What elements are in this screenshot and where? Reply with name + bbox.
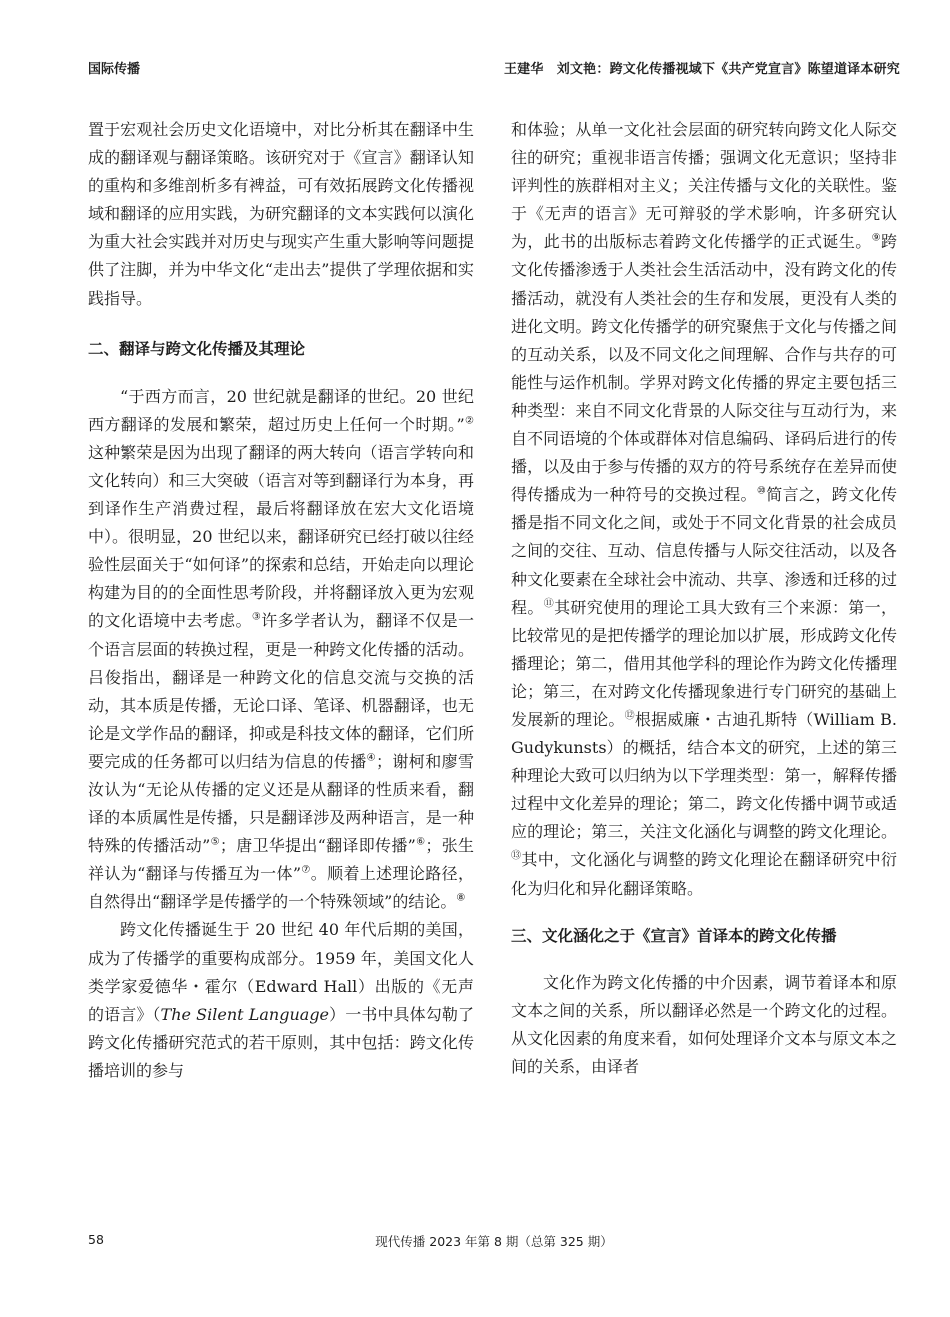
text-run: 其中，文化涵化与调整的跨文化理论在翻译研究中衍化为归化和异化翻译策略。 <box>511 850 897 898</box>
footnote-ref[interactable]: ② <box>464 415 474 427</box>
text-run: 其研究使用的理论工具大致有三个来源：第一，比较常见的是把传播学的理论加以扩展，形成跨文化传播理论；第二，借用其他学科的理论作为跨文化传播理论；第三，在对跨文化传播现象进行专门研究的基础上发展新的理论。 <box>511 597 897 729</box>
paragraph: 置于宏观社会历史文化语境中，对比分析其在翻译中生成的翻译观与翻译策略。该研究对于《宣言》翻译认知的重构和多维剖析多有裨益，可有效拓展跨文化传播视域和翻译的应用实践，为研究翻译的文本实践何以演化为重大社会实践并对历史与现实产生重大影响等问题提供了注脚，并为中华文化“走出去”提供了学理依据和实践指导。 <box>88 120 474 308</box>
text-run: 和体验；从单一文化社会层面的研究转向跨文化人际交往的研究；重视非语言传播；强调文化无意识；坚持非评判性的族群相对主义；关注传播与文化的关联性。鉴于《无声的语言》无可辩驳的学术影响，许多研究认为，此书的出版标志着跨文化传播学的正式诞生。 <box>511 120 897 252</box>
paragraph <box>511 116 897 903</box>
text-run: 根据威廉・古迪孔斯特（William B. Gudykunsts）的概括，结合本文的研究，上述的第三种理论大致可以归纳为以下学理类型：第一，解释传播过程中文化差异的理论；第二，跨文化传播中调节或适应的理论；第三，关注文化涵化与调整的跨文化理论。 <box>511 709 898 842</box>
text-run: ）一书中具体勾勒了跨文化传播研究范式的若干原则，其中包括：跨文化传播培训的参与 <box>88 1004 474 1080</box>
running-header <box>88 58 900 77</box>
paragraph <box>88 916 474 1085</box>
footnote-ref[interactable]: ⑩ <box>756 485 767 497</box>
paragraph <box>88 383 474 917</box>
text-run: ；唐卫华提出“翻译即传播” <box>219 836 416 856</box>
section-heading: 三、文化涵化之于《宣言》首译本的跨文化传播 <box>511 926 837 945</box>
footnote-ref[interactable]: ⑫ <box>624 710 635 722</box>
text-run: ；谢柯和廖雪汝认为“无论从传播的定义还是从翻译的性质来看，翻译的本质属性是传播，只是翻译涉及两种语言，是一种特殊的传播活动” <box>88 751 474 856</box>
journal-issue-info: 现代传播 2023 年第 8 期（总第 325 期） <box>375 1234 613 1249</box>
text-run: 。顺着上述理论路径，自然得出“翻译学是传播学的一个特殊领域”的结论。 <box>88 864 474 912</box>
text-run: 跨文化传播渗透于人类社会生活活动中，没有跨文化的传播活动，就没有人类社会的生存和发展，更没有人类的进化文明。跨文化传播学的研究聚焦于文化与传播之间的互动关系，以及不同文化之间理解、合作与共存的可能性与运作机制。学界对跨文化传播的界定主要包括三种类型：来自不同文化背景的人际交往与互动行为，来自不同语境的个体或群体对信息编码、译码后进行的传播，以及由于参与传播的双方的符号系统存在差异而使得传播成为一种符号的交换过程。 <box>511 232 897 505</box>
text-run: 许多学者认为，翻译不仅是一个语言层面的转换过程，更是一种跨文化传播的活动。吕俊指出，翻译是一种跨文化的信息交流与交换的活动，其本质是传播，无论口译、笔译、机器翻译，也无论是文学作品的翻译，抑或是科技文体的翻译，它们所要完成的任务都可以归结为信息的传播 <box>88 611 474 771</box>
text-run: 简言之，跨文化传播是指不同文化之间，或处于不同文化背景的社会成员之间的交往、互动、信息传播与人际交往活动，以及各种文化要素在全球社会中流动、共享、渗透和迁移的过程。 <box>511 485 897 617</box>
text-run: ；张生祥认为“翻译与传播互为一体” <box>88 836 474 884</box>
book-title: The Silent Language <box>160 1004 330 1024</box>
page-footer <box>88 1232 900 1252</box>
paragraph: 文化作为跨文化传播的中介因素，调节着译本和原文本之间的关系，所以翻译必然是一个跨文化的过程。从文化因素的角度来看，如何处理译介文本与原文本之间的关系，由译者 <box>511 972 897 1076</box>
page-number: 58 <box>88 1232 104 1247</box>
footnote-ref[interactable]: ⑨ <box>871 233 881 245</box>
right-column <box>511 116 897 1081</box>
text-run: 跨文化传播诞生于 20 世纪 40 年代后期的美国，成为了传播学的重要构成部分。1959 年，美国文化人类学家爱德华・霍尔（Edward Hall）出版的《无声的语言》（ <box>88 920 474 1024</box>
footnote-ref[interactable]: ⑦ <box>301 864 311 876</box>
left-column <box>88 116 474 1085</box>
footnote-ref[interactable]: ④ <box>366 752 377 764</box>
text-run: “于西方而言，20 世纪就是翻译的世纪。20 世纪西方翻译的发展和繁荣，超过历史上任何一个时期。” <box>88 386 474 434</box>
section-heading: 二、翻译与跨文化传播及其理论 <box>88 339 306 358</box>
journal-section: 国际传播 <box>88 62 141 77</box>
footnote-ref[interactable]: ⑤ <box>210 836 220 848</box>
footnote-ref[interactable]: ⑬ <box>511 851 522 863</box>
footnote-ref[interactable]: ⑧ <box>456 893 466 905</box>
footnote-ref[interactable]: ⑪ <box>543 598 555 610</box>
text-run: 这种繁荣是因为出现了翻译的两大转向（语言学转向和文化转向）和三大突破（语言对等到翻译行为本身，再到译作生产消费过程，最后将翻译放在宏大文化语境中）。很明显，20 世纪以来，翻译研究已经打破以往经验性层面关于“如何译”的探索和总结，开始走向以理论构建为目的的全面性思考阶段，并将翻译放入更为宏观的文化语境中去考虑。 <box>88 442 474 631</box>
footnote-ref[interactable]: ⑥ <box>415 836 426 848</box>
article-running-title: 王建华 刘文艳：跨文化传播视域下《共产党宣言》陈望道译本研究 <box>503 62 900 77</box>
footnote-ref[interactable]: ③ <box>251 612 262 624</box>
